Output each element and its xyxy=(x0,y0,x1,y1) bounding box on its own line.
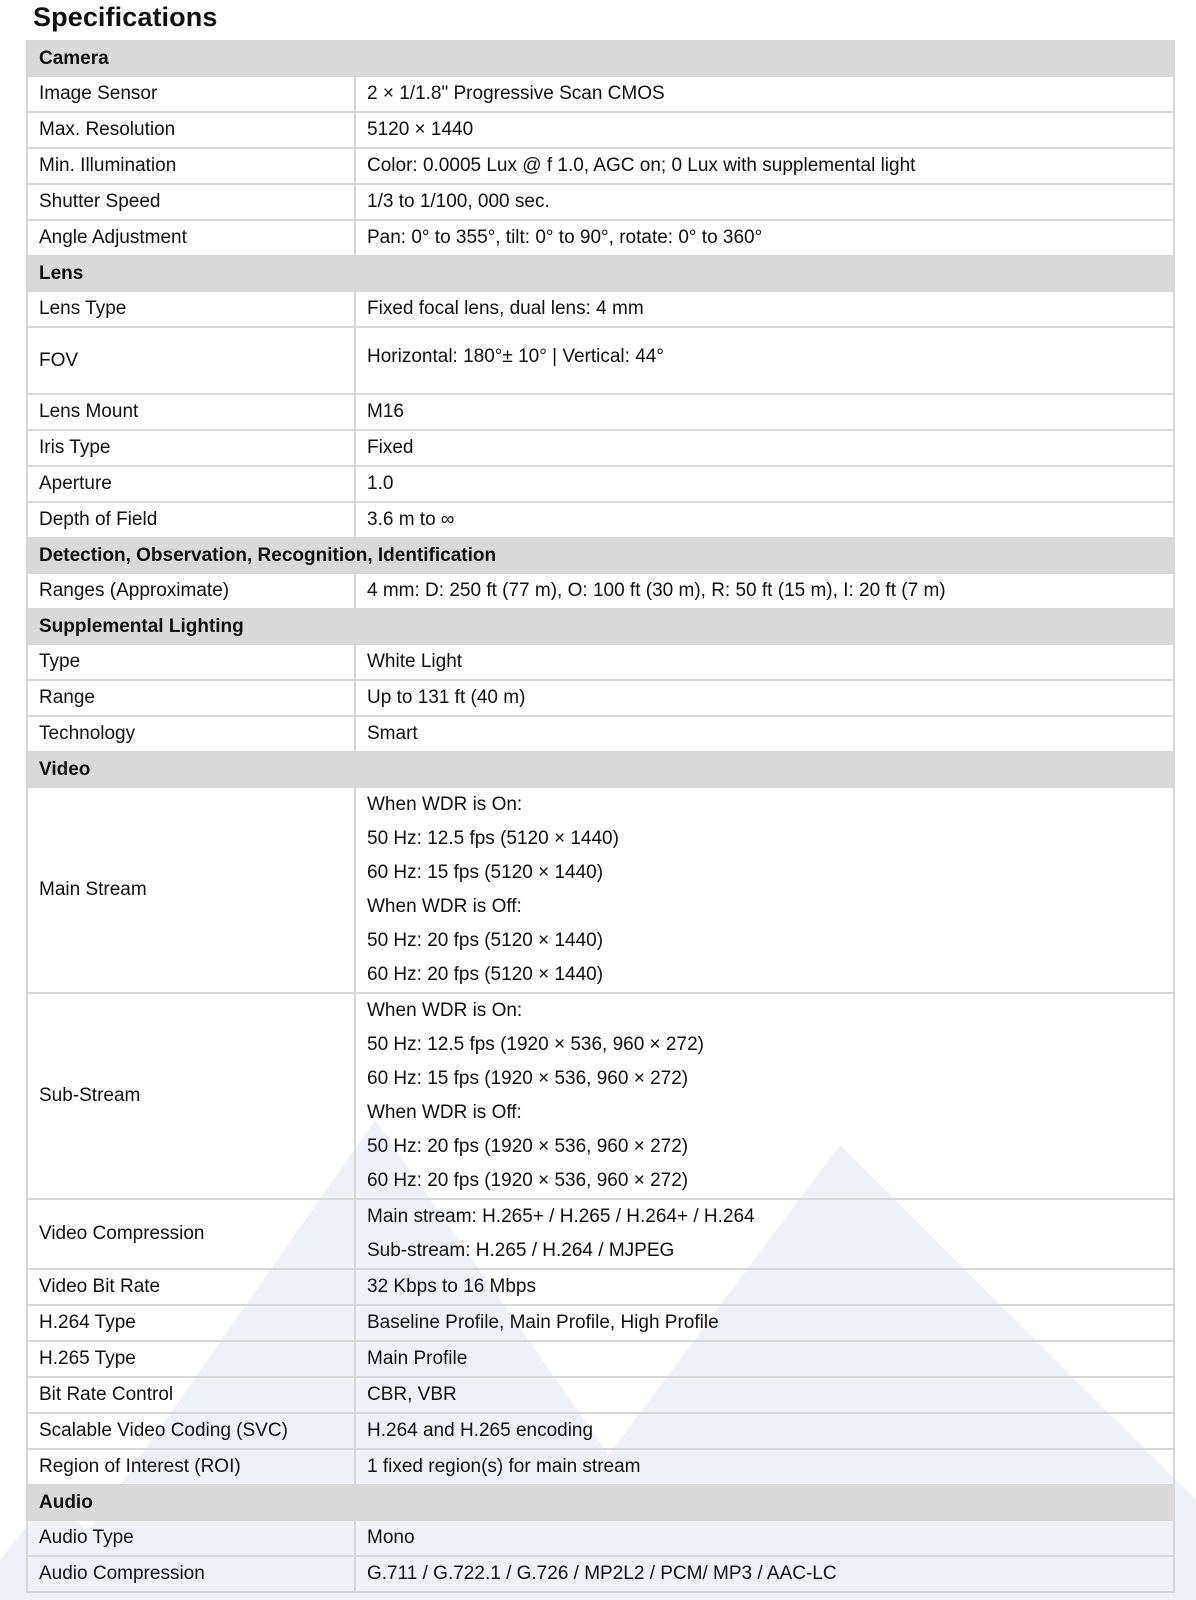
spec-label: Shutter Speed xyxy=(27,184,355,220)
specifications-table-body xyxy=(27,41,1174,1592)
spec-row-iris-type xyxy=(27,430,1174,466)
spec-value-line: 50 Hz: 12.5 fps (5120 × 1440) xyxy=(367,828,619,849)
spec-label: Range xyxy=(27,680,355,716)
spec-row-image-sensor xyxy=(27,76,1174,112)
specifications-table xyxy=(26,40,1175,1593)
spec-row-depth-of-field xyxy=(27,502,1174,538)
section-heading: Video xyxy=(27,752,1174,787)
spec-value-line: H.264 and H.265 encoding xyxy=(367,1420,594,1441)
spec-value-line: 1.0 xyxy=(367,473,394,494)
spec-value xyxy=(355,76,1174,112)
spec-label: Type xyxy=(27,644,355,680)
spec-value xyxy=(355,680,1174,716)
spec-value-line: Main stream: H.265+ / H.265 / H.264+ / H.264 xyxy=(367,1206,755,1227)
spec-row-bit-rate-control xyxy=(27,1377,1174,1413)
spec-label: Angle Adjustment xyxy=(27,220,355,256)
spec-value xyxy=(355,184,1174,220)
spec-row-shutter-speed xyxy=(27,184,1174,220)
spec-value-line: CBR, VBR xyxy=(367,1384,457,1405)
spec-row-lens-mount xyxy=(27,394,1174,430)
spec-value xyxy=(355,112,1174,148)
spec-value-line: Pan: 0° to 355°, tilt: 0° to 90°, rotate: 0° to 360° xyxy=(367,227,763,248)
spec-row-lens-type xyxy=(27,291,1174,327)
spec-value-line: G.711 / G.722.1 / G.726 / MP2L2 / PCM/ MP3 / AAC-LC xyxy=(367,1563,837,1584)
spec-value-line: Fixed focal lens, dual lens: 4 mm xyxy=(367,298,644,319)
spec-value-line: 2 × 1/1.8" Progressive Scan CMOS xyxy=(367,83,665,104)
spec-value-line: Mono xyxy=(367,1527,415,1548)
spec-row-sub-stream xyxy=(27,993,1174,1199)
spec-row-type xyxy=(27,644,1174,680)
spec-value-line: Sub-stream: H.265 / H.264 / MJPEG xyxy=(367,1240,675,1261)
spec-row-h-265-type xyxy=(27,1341,1174,1377)
spec-value-line: Fixed xyxy=(367,437,414,458)
spec-value-line: M16 xyxy=(367,401,404,422)
spec-label: Region of Interest (ROI) xyxy=(27,1449,355,1485)
spec-value-line: 60 Hz: 20 fps (5120 × 1440) xyxy=(367,964,604,985)
page-title: Specifications xyxy=(33,2,218,32)
spec-label: Scalable Video Coding (SVC) xyxy=(27,1413,355,1449)
spec-value-line: When WDR is Off: xyxy=(367,1102,522,1123)
spec-value xyxy=(355,787,1174,993)
spec-row-video-bit-rate xyxy=(27,1269,1174,1305)
section-header-camera xyxy=(27,41,1174,76)
spec-value-line: 50 Hz: 20 fps (5120 × 1440) xyxy=(367,930,604,951)
spec-value xyxy=(355,1449,1174,1485)
spec-row-ranges-approximate xyxy=(27,573,1174,609)
spec-label: Max. Resolution xyxy=(27,112,355,148)
spec-label: Aperture xyxy=(27,466,355,502)
spec-row-audio-type xyxy=(27,1520,1174,1556)
spec-value-line: Horizontal: 180°± 10° | Vertical: 44° xyxy=(367,346,664,367)
section-header-supplemental-lighting xyxy=(27,609,1174,644)
spec-value-line: White Light xyxy=(367,651,463,672)
spec-value-line: 1/3 to 1/100, 000 sec. xyxy=(367,191,550,212)
spec-value-line: Color: 0.0005 Lux @ f 1.0, AGC on; 0 Lux with supplemental light xyxy=(367,155,916,176)
spec-value xyxy=(355,1269,1174,1305)
spec-value xyxy=(355,993,1174,1199)
spec-value xyxy=(355,1556,1174,1592)
spec-row-h-264-type xyxy=(27,1305,1174,1341)
section-header-lens xyxy=(27,256,1174,291)
spec-value-line: 50 Hz: 20 fps (1920 × 536, 960 × 272) xyxy=(367,1136,689,1157)
spec-value-line: 60 Hz: 15 fps (5120 × 1440) xyxy=(367,862,604,883)
section-heading: Camera xyxy=(27,41,1174,76)
spec-value-line: 1 fixed region(s) for main stream xyxy=(367,1456,641,1477)
spec-value xyxy=(355,466,1174,502)
spec-label: FOV xyxy=(27,327,355,394)
spec-value xyxy=(355,1520,1174,1556)
spec-value-line: 60 Hz: 15 fps (1920 × 536, 960 × 272) xyxy=(367,1068,689,1089)
spec-value xyxy=(355,502,1174,538)
spec-value xyxy=(355,220,1174,256)
spec-label: Iris Type xyxy=(27,430,355,466)
spec-value xyxy=(355,1199,1174,1269)
spec-row-main-stream xyxy=(27,787,1174,993)
spec-value xyxy=(355,394,1174,430)
section-header-detection-observation-recognition-identification xyxy=(27,538,1174,573)
spec-label: Lens Type xyxy=(27,291,355,327)
spec-row-max-resolution xyxy=(27,112,1174,148)
spec-row-aperture xyxy=(27,466,1174,502)
spec-value xyxy=(355,573,1174,609)
spec-value-line: When WDR is Off: xyxy=(367,896,522,917)
spec-label: Audio Compression xyxy=(27,1556,355,1592)
spec-value-line: When WDR is On: xyxy=(367,1000,523,1021)
section-heading: Supplemental Lighting xyxy=(27,609,1174,644)
spec-value-line: When WDR is On: xyxy=(367,794,523,815)
spec-value-line: 5120 × 1440 xyxy=(367,119,474,140)
spec-label: Bit Rate Control xyxy=(27,1377,355,1413)
spec-row-range xyxy=(27,680,1174,716)
spec-value xyxy=(355,1341,1174,1377)
section-heading: Lens xyxy=(27,256,1174,291)
spec-label: Ranges (Approximate) xyxy=(27,573,355,609)
spec-label: Video Bit Rate xyxy=(27,1269,355,1305)
spec-value-line: Main Profile xyxy=(367,1348,468,1369)
section-heading: Audio xyxy=(27,1485,1174,1520)
spec-row-min-illumination xyxy=(27,148,1174,184)
spec-value-line: 32 Kbps to 16 Mbps xyxy=(367,1276,536,1297)
spec-value-line: 3.6 m to ∞ xyxy=(367,509,455,530)
spec-label: Lens Mount xyxy=(27,394,355,430)
spec-row-scalable-video-coding-svc xyxy=(27,1413,1174,1449)
spec-label: Min. Illumination xyxy=(27,148,355,184)
spec-label: Depth of Field xyxy=(27,502,355,538)
spec-value xyxy=(355,327,1174,394)
spec-label: H.265 Type xyxy=(27,1341,355,1377)
spec-label: Video Compression xyxy=(27,1199,355,1269)
spec-row-audio-compression xyxy=(27,1556,1174,1592)
spec-value-line: 4 mm: D: 250 ft (77 m), O: 100 ft (30 m), R: 50 ft (15 m), I: 20 ft (7 m) xyxy=(367,580,946,601)
spec-label: Sub-Stream xyxy=(27,993,355,1199)
spec-value-line: Up to 131 ft (40 m) xyxy=(367,687,526,708)
spec-label: Main Stream xyxy=(27,787,355,993)
spec-label: Image Sensor xyxy=(27,76,355,112)
spec-row-technology xyxy=(27,716,1174,752)
spec-label: Audio Type xyxy=(27,1520,355,1556)
spec-row-fov xyxy=(27,327,1174,394)
spec-value xyxy=(355,148,1174,184)
section-header-audio xyxy=(27,1485,1174,1520)
spec-value xyxy=(355,716,1174,752)
spec-row-region-of-interest-roi xyxy=(27,1449,1174,1485)
spec-value-line: Smart xyxy=(367,723,418,744)
spec-value xyxy=(355,644,1174,680)
spec-row-angle-adjustment xyxy=(27,220,1174,256)
spec-value-line: 50 Hz: 12.5 fps (1920 × 536, 960 × 272) xyxy=(367,1034,704,1055)
spec-label: H.264 Type xyxy=(27,1305,355,1341)
spec-value xyxy=(355,291,1174,327)
spec-label: Technology xyxy=(27,716,355,752)
spec-value-line: Baseline Profile, Main Profile, High Profile xyxy=(367,1312,719,1333)
spec-row-video-compression xyxy=(27,1199,1174,1269)
spec-value xyxy=(355,1377,1174,1413)
spec-value xyxy=(355,1305,1174,1341)
spec-value xyxy=(355,430,1174,466)
section-heading: Detection, Observation, Recognition, Identification xyxy=(27,538,1174,573)
section-header-video xyxy=(27,752,1174,787)
spec-value xyxy=(355,1413,1174,1449)
spec-value-line: 60 Hz: 20 fps (1920 × 536, 960 × 272) xyxy=(367,1170,689,1191)
